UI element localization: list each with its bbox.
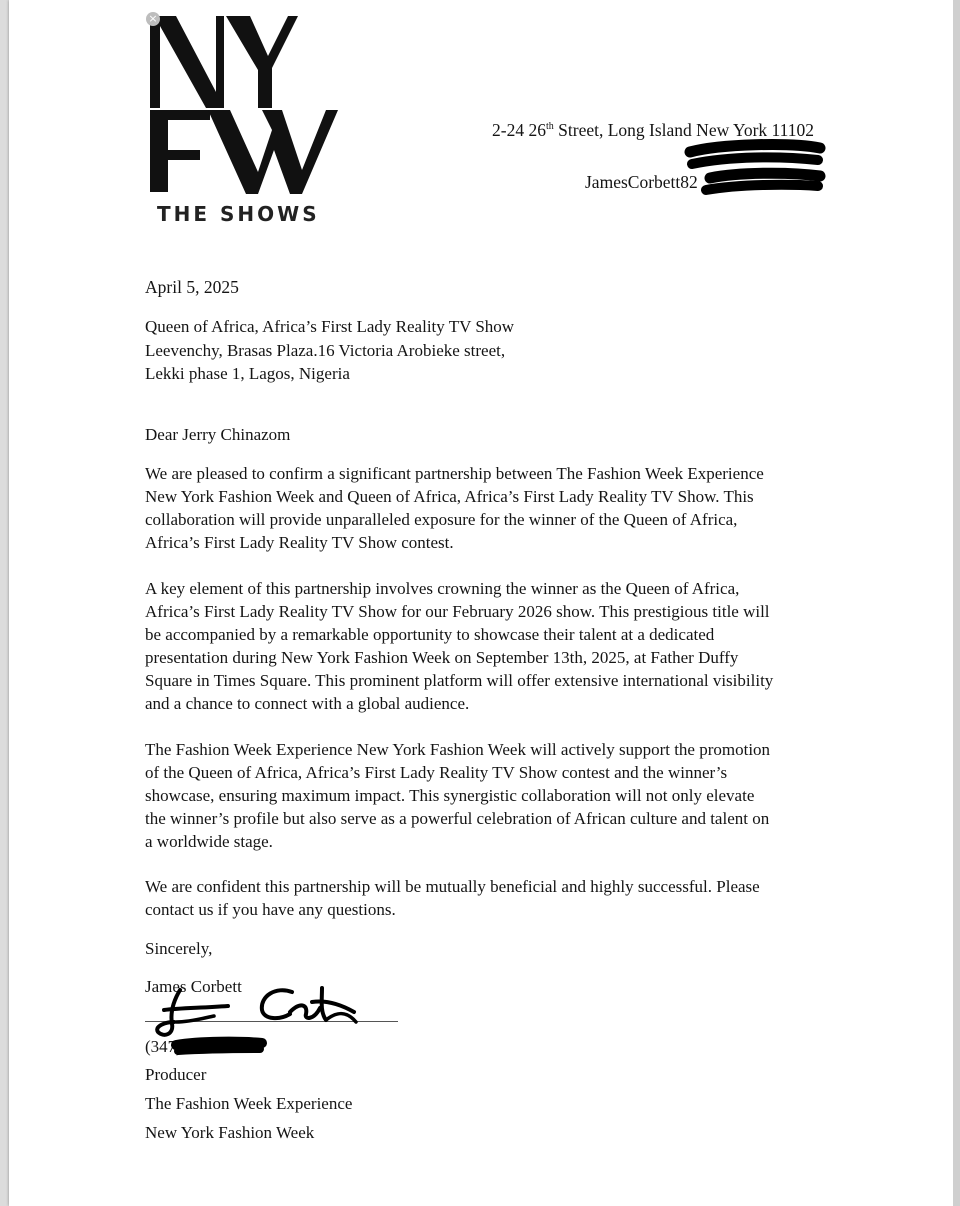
signer-name: James Corbett [145,977,242,996]
logo-subtitle: THE SHOWS [157,202,320,226]
paragraph-line: We are confident this partnership will be mutually beneficial and highly successful. Please [145,877,760,896]
paragraph-line: the winner’s profile but also serve as a powerful celebration of African culture and talent on [145,809,770,828]
paragraph-line: of the Queen of Africa, Africa’s First Lady Reality TV Show contest and the winner’s [145,763,728,782]
letterhead-address: 2-24 26th Street, Long Island New York 11102 [492,120,814,140]
paragraph-line: showcase, ensuring maximum impact. This synergistic collaboration will not only elevate [145,786,755,805]
paragraph-line: New York Fashion Week and Queen of Africa, Africa’s First Lady Reality TV Show. This [145,487,754,506]
handwritten-signature [150,982,365,1042]
org-line-1: The Fashion Week Experience [145,1094,353,1113]
paragraph-line: Africa’s First Lady Reality TV Show for our February 2026 show. This prestigious title will [145,602,770,621]
recipient-line-2: Leevenchy, Brasas Plaza.16 Victoria Arobieke street, [145,341,506,360]
paragraph-line: We are pleased to confirm a significant partnership between The Fashion Week Experience [145,464,764,483]
closing: Sincerely, [145,939,213,958]
letterhead-email: JamesCorbett82 [585,172,698,192]
org-line-2: New York Fashion Week [145,1123,315,1142]
signer-title: Producer [145,1065,207,1084]
paragraph-2 [145,577,825,715]
salutation: Dear Jerry Chinazom [145,425,291,444]
paragraph-3 [145,738,825,853]
paragraph-line: a worldwide stage. [145,832,273,851]
recipient-line-3: Lekki phase 1, Lagos, Nigeria [145,364,350,383]
letter-date: April 5, 2025 [145,277,239,297]
recipient-line-1: Queen of Africa, Africa’s First Lady Reality TV Show [145,317,515,336]
paragraph-line: be accompanied by a remarkable opportunity to showcase their talent at a dedicated [145,625,715,644]
paragraph-1 [145,462,825,554]
close-icon[interactable]: × [146,12,160,26]
paragraph-line: and a chance to connect with a global audience. [145,694,470,713]
nyfw-logo [146,12,346,198]
paragraph-line: collaboration will provide unparalleled exposure for the winner of the Queen of Africa, [145,510,738,529]
paragraph-line: Square in Times Square. This prominent platform will offer extensive international visibility [145,671,774,690]
paragraph-line: A key element of this partnership involves crowning the winner as the Queen of Africa, [145,579,740,598]
page-scroll-edge [953,0,960,1206]
paragraph-line: Africa’s First Lady Reality TV Show contest. [145,533,454,552]
paragraph-4 [145,875,825,921]
paragraph-line: presentation during New York Fashion Week on September 13th, 2025, at Father Duffy [145,648,739,667]
signer-phone: (347) [145,1037,182,1056]
paragraph-line: The Fashion Week Experience New York Fashion Week will actively support the promotion [145,740,771,759]
paragraph-line: contact us if you have any questions. [145,900,396,919]
